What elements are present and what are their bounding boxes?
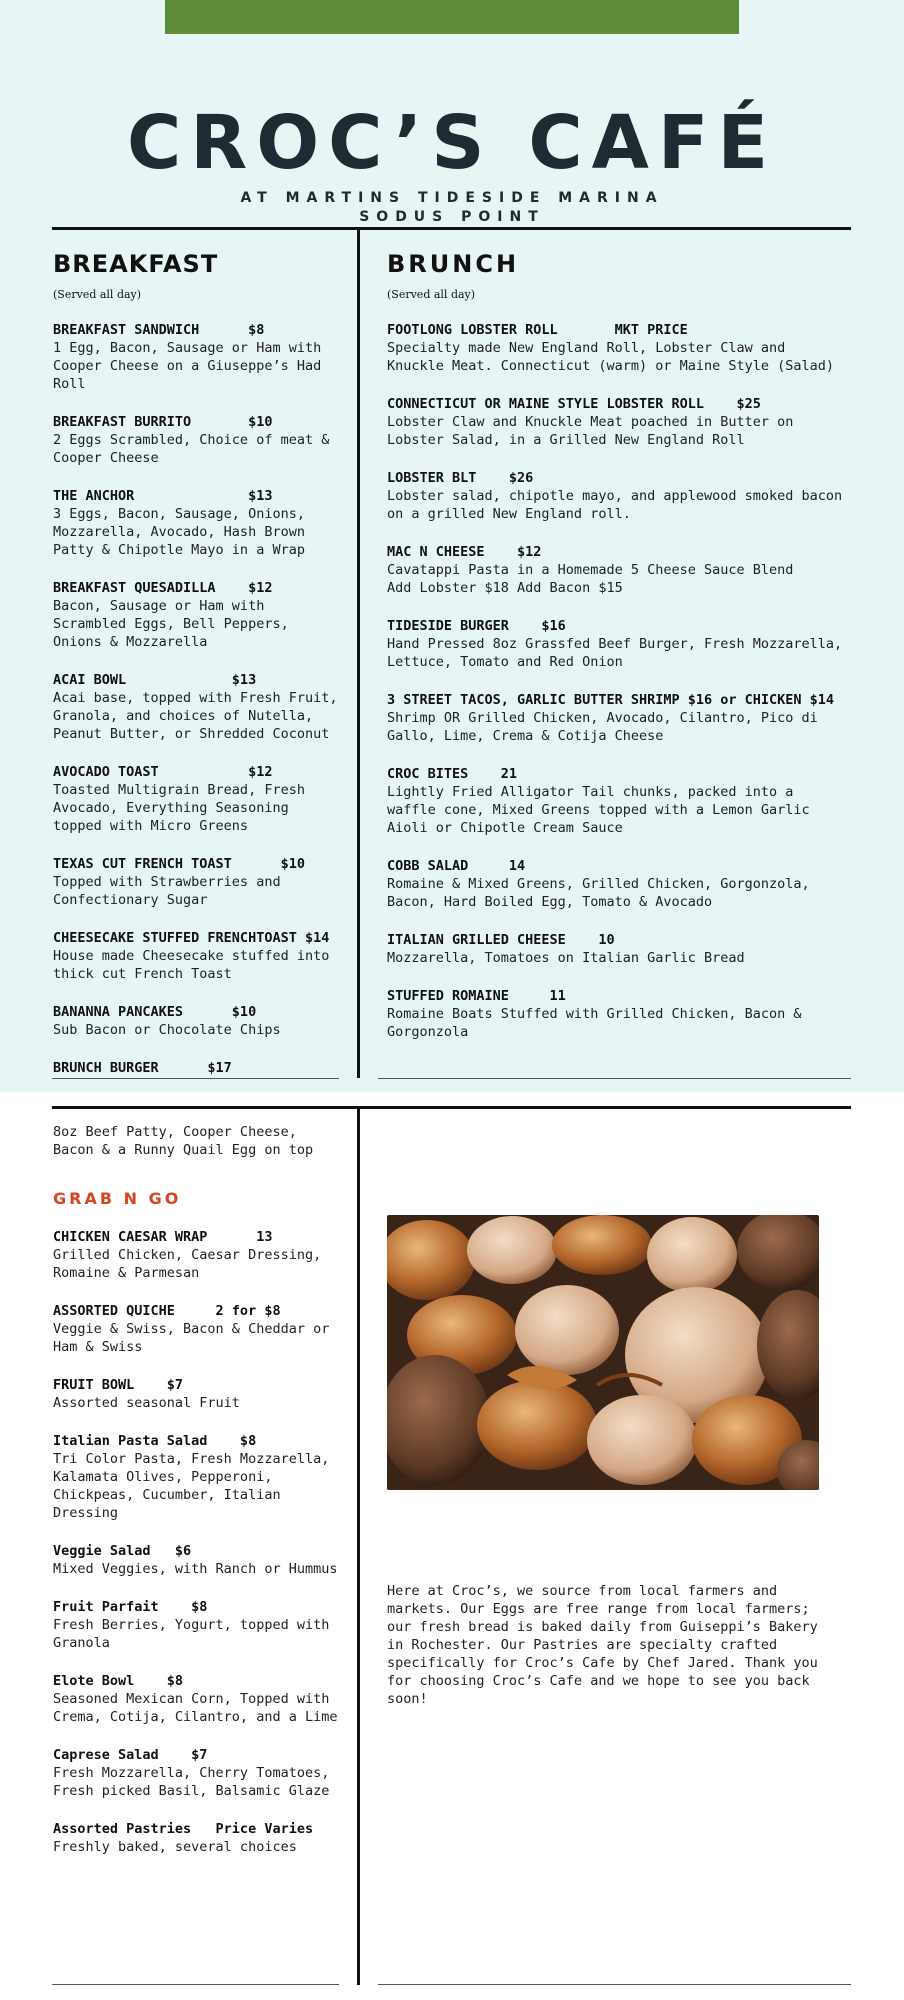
menu-item-description: Assorted seasonal Fruit: [53, 1395, 240, 1411]
menu-item-name: Fruit Parfait $8: [53, 1599, 208, 1615]
menu-item-name: TEXAS CUT FRENCH TOAST $10: [53, 856, 305, 872]
menu-item: [387, 395, 847, 449]
page2-left-footer-line: [52, 1984, 339, 1985]
menu-item-name: CROC BITES 21: [387, 766, 518, 782]
menu-item: [53, 1059, 343, 1077]
breakfast-section: [53, 250, 343, 1097]
menu-item-description: Lobster Claw and Knuckle Meat poached in Butter on Lobster Salad, in a Grilled New England Roll: [387, 414, 794, 448]
brunch-burger-description: 8oz Beef Patty, Cooper Cheese, Bacon & a Runny Quail Egg on top: [53, 1124, 314, 1158]
cafe-title: CROC’S CAFÉ: [126, 100, 778, 186]
cafe-town: SODUS POINT: [359, 209, 545, 225]
breakfast-title: BREAKFAST: [53, 250, 219, 278]
menu-item-description: Fresh Berries, Yogurt, topped with Granola: [53, 1617, 330, 1651]
menu-item: [53, 1672, 343, 1726]
menu-item-name: BANANNA PANCAKES $10: [53, 1004, 257, 1020]
menu-item-description: Grilled Chicken, Caesar Dressing, Romaine & Parmesan: [53, 1247, 322, 1281]
menu-item-description: Romaine Boats Stuffed with Grilled Chicken, Bacon & Gorgonzola: [387, 1006, 802, 1040]
menu-item: [387, 765, 847, 837]
menu-item-name: Caprese Salad $7: [53, 1747, 208, 1763]
menu-item-name: THE ANCHOR $13: [53, 488, 273, 504]
brunch-title: BRUNCH: [387, 250, 520, 278]
menu-item-description: Acai base, topped with Fresh Fruit, Granola, and choices of Nutella, Peanut Butter, or Shredded Coconut: [53, 690, 338, 742]
menu-item-name: CONNECTICUT OR MAINE STYLE LOBSTER ROLL $25: [387, 396, 761, 412]
page2-right-footer-line: [378, 1984, 851, 1985]
menu-item: [53, 579, 343, 651]
menu-item-name: BREAKFAST SANDWICH $8: [53, 322, 265, 338]
menu-item-name: Veggie Salad $6: [53, 1543, 192, 1559]
menu-item: [387, 543, 847, 597]
menu-item-description: Veggie & Swiss, Bacon & Cheddar or Ham & Swiss: [53, 1321, 330, 1355]
menu-item: [53, 1820, 343, 1856]
menu-item: [53, 855, 343, 909]
menu-item-name: ASSORTED QUICHE 2 for $8: [53, 1303, 281, 1319]
right-footer-line: [378, 1078, 851, 1079]
menu-item: [53, 487, 343, 559]
menu-item-addons: Add Lobster $18 Add Bacon $15: [387, 580, 623, 596]
menu-item-description: Freshly baked, several choices: [53, 1839, 297, 1855]
menu-item-name: STUFFED ROMAINE 11: [387, 988, 566, 1004]
menu-item: [53, 1302, 343, 1356]
menu-item-description: 1 Egg, Bacon, Sausage or Ham with Cooper Cheese on a Giuseppe’s Had Roll: [53, 340, 322, 392]
menu-item: [387, 857, 847, 911]
menu-item-description: Seasoned Mexican Corn, Topped with Crema, Cotija, Cilantro, and a Lime: [53, 1691, 338, 1725]
menu-item: [387, 321, 847, 375]
menu-item-description: Tri Color Pasta, Fresh Mozzarella, Kalamata Olives, Pepperoni, Chickpeas, Cucumber, Italian Dressing: [53, 1451, 330, 1521]
menu-item-description: Lightly Fried Alligator Tail chunks, packed into a waffle cone, Mixed Greens topped with a Lemon Garlic Aioli or Chipotle Cream Sauce: [387, 784, 810, 836]
menu-item: [387, 469, 847, 523]
menu-item: [53, 1542, 343, 1578]
menu-item-name: BREAKFAST BURRITO $10: [53, 414, 273, 430]
menu-item-name: BREAKFAST QUESADILLA $12: [53, 580, 273, 596]
menu-item: [53, 1003, 343, 1039]
menu-item-description: Fresh Mozzarella, Cherry Tomatoes, Fresh picked Basil, Balsamic Glaze: [53, 1765, 330, 1799]
menu-item-name: FOOTLONG LOBSTER ROLL MKT PRICE: [387, 322, 688, 338]
menu-item-description: Mozzarella, Tomatoes on Italian Garlic Bread: [387, 950, 745, 966]
menu-item: [53, 321, 343, 393]
menu-item: [387, 617, 847, 671]
menu-item: [53, 763, 343, 835]
menu-item: [53, 1432, 343, 1522]
menu-item-description: Cavatappi Pasta in a Homemade 5 Cheese Sauce Blend: [387, 562, 794, 578]
about-text: Here at Croc’s, we source from local farmers and markets. Our Eggs are free range from local farmers; our fresh bread is baked daily from Guiseppi’s Bakery in Rochester. Our Pastries are specialty crafted specifically for Croc’s Cafe by Chef Jared. Thank you for choosing Croc’s Cafe and we hope to see you back soon!: [387, 1583, 818, 1707]
menu-item-name: COBB SALAD 14: [387, 858, 526, 874]
menu-item: [53, 929, 343, 983]
menu-item: [53, 1746, 343, 1800]
menu-item-name: BRUNCH BURGER $17: [53, 1060, 232, 1076]
menu-item: [387, 691, 847, 745]
grab-n-go-title: GRAB N GO: [53, 1189, 182, 1208]
menu-item-name: AVOCADO TOAST $12: [53, 764, 273, 780]
menu-item: [53, 413, 343, 467]
menu-item-name: Assorted Pastries Price Varies: [53, 1821, 314, 1837]
header-divider: [52, 227, 851, 230]
menu-item-description: Shrimp OR Grilled Chicken, Avocado, Cilantro, Pico di Gallo, Lime, Crema & Cotija Cheese: [387, 710, 818, 744]
header-accent-bar: [165, 0, 739, 34]
menu-item-description: Sub Bacon or Chocolate Chips: [53, 1022, 281, 1038]
menu-item-description: Romaine & Mixed Greens, Grilled Chicken, Gorgonzola, Bacon, Hard Boiled Egg, Tomato & Avocado: [387, 876, 810, 910]
menu-item-description: Mixed Veggies, with Ranch or Hummus: [53, 1561, 338, 1577]
menu-item-name: ACAI BOWL $13: [53, 672, 257, 688]
menu-item: [53, 1228, 343, 1282]
menu-item-description: Bacon, Sausage or Ham with Scrambled Eggs, Bell Peppers, Onions & Mozzarella: [53, 598, 289, 650]
column-divider: [357, 230, 360, 1078]
menu-item-name: ITALIAN GRILLED CHEESE 10: [387, 932, 615, 948]
menu-item-description: Toasted Multigrain Bread, Fresh Avocado, Everything Seasoning topped with Micro Greens: [53, 782, 305, 834]
menu-item-name: FRUIT BOWL $7: [53, 1377, 184, 1393]
menu-item-name: CHICKEN CAESAR WRAP 13: [53, 1229, 273, 1245]
menu-item-description: Topped with Strawberries and Confectionary Sugar: [53, 874, 281, 908]
pastries-photo: [387, 1215, 819, 1490]
menu-item-description: 3 Eggs, Bacon, Sausage, Onions, Mozzarella, Avocado, Hash Brown Patty & Chipotle Mayo in a Wrap: [53, 506, 305, 558]
page2-left-column: [53, 1123, 343, 1876]
page2-column-divider: [357, 1109, 360, 1985]
cafe-location: AT MARTINS TIDESIDE MARINA: [240, 190, 664, 206]
menu-item-name: Italian Pasta Salad $8: [53, 1433, 257, 1449]
menu-item-name: Elote Bowl $8: [53, 1673, 184, 1689]
menu-item: [53, 671, 343, 743]
menu-item: [53, 1376, 343, 1412]
brunch-note: (Served all day): [387, 288, 476, 301]
menu-item-description: Specialty made New England Roll, Lobster Claw and Knuckle Meat. Connecticut (warm) or Maine Style (Salad): [387, 340, 835, 374]
page2-top-divider: [52, 1106, 851, 1109]
breakfast-note: (Served all day): [53, 288, 142, 301]
menu-item-description: Lobster salad, chipotle mayo, and applewood smoked bacon on a grilled New England roll.: [387, 488, 843, 522]
menu-item-name: MAC N CHEESE $12: [387, 544, 542, 560]
menu-item-name: TIDESIDE BURGER $16: [387, 618, 566, 634]
menu-item-description: Hand Pressed 8oz Grassfed Beef Burger, Fresh Mozzarella, Lettuce, Tomato and Red Onion: [387, 636, 843, 670]
menu-item: [53, 1598, 343, 1652]
menu-item-name: LOBSTER BLT $26: [387, 470, 534, 486]
menu-item: [387, 931, 847, 967]
menu-item-description: 2 Eggs Scrambled, Choice of meat & Cooper Cheese: [53, 432, 330, 466]
menu-item-name: CHEESECAKE STUFFED FRENCHTOAST $14: [53, 930, 330, 946]
brunch-section: [387, 250, 847, 1061]
menu-item-name: 3 STREET TACOS, GARLIC BUTTER SHRIMP $16 or CHICKEN $14: [387, 692, 835, 708]
menu-item: [387, 987, 847, 1041]
menu-item-description: House made Cheesecake stuffed into thick cut French Toast: [53, 948, 330, 982]
